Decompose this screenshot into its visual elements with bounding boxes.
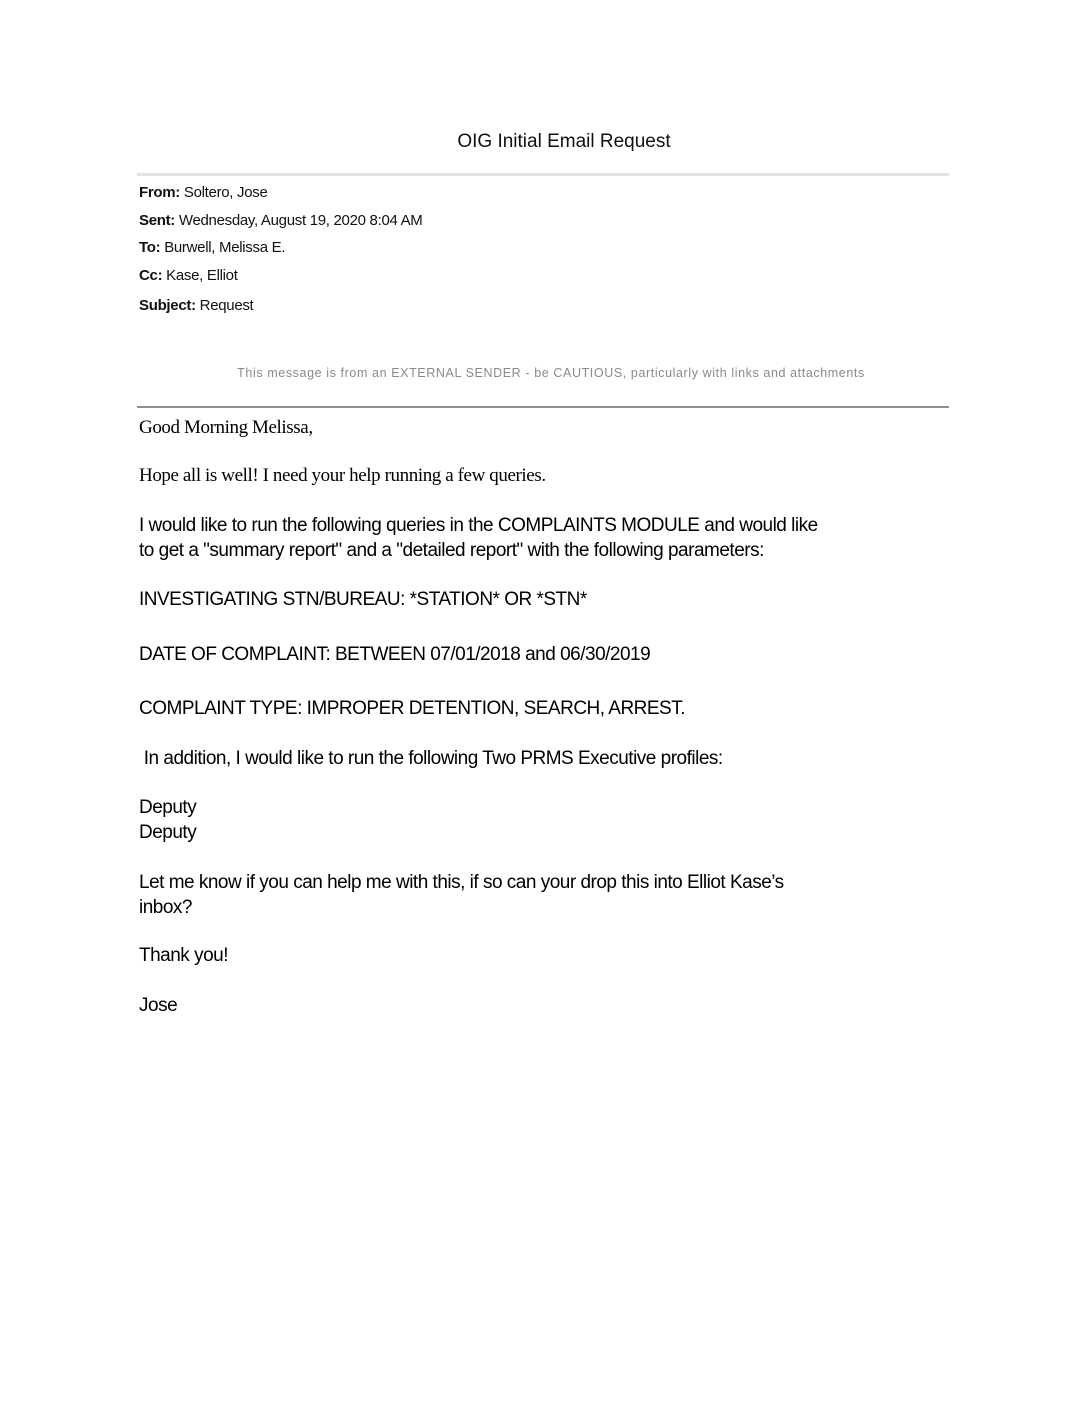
header-label: To: — [139, 239, 161, 256]
greeting: Good Morning Melissa, — [139, 417, 313, 438]
header-value: Request — [199, 297, 254, 314]
intro-line: Hope all is well! I need your help running a few queries. — [139, 465, 546, 486]
header-to — [139, 239, 285, 256]
param-date: DATE OF COMPLAINT: BETWEEN 07/01/2018 and 06/30/2019 — [139, 644, 651, 665]
profile-item: Deputy — [139, 822, 197, 843]
header-from — [139, 184, 268, 201]
header-subject — [139, 297, 253, 314]
param-station: INVESTIGATING STN/BUREAU: *STATION* OR *STN* — [139, 589, 587, 610]
header-sent — [139, 212, 422, 229]
request-line-1: I would like to run the following queries in the COMPLAINTS MODULE and would like — [139, 515, 818, 536]
request-line-2: to get a "summary report" and a "detailed report" with the following parameters: — [139, 540, 764, 561]
header-value: Soltero, Jose — [183, 184, 268, 201]
document-title: OIG Initial Email Request — [457, 131, 671, 152]
addition-line: In addition, I would like to run the following Two PRMS Executive profiles: — [139, 748, 723, 769]
header-cc — [139, 267, 238, 284]
signature: Jose — [139, 995, 178, 1016]
header-value: Burwell, Melissa E. — [164, 239, 286, 256]
param-complaint-type: COMPLAINT TYPE: IMPROPER DETENTION, SEARCH, ARREST. — [139, 698, 686, 719]
header-divider — [137, 173, 949, 176]
header-label: Sent: — [139, 212, 176, 229]
header-label: From: — [139, 184, 180, 201]
header-label: Subject: — [139, 297, 196, 314]
header-label: Cc: — [139, 267, 163, 284]
profile-item: Deputy — [139, 797, 197, 818]
external-sender-warning: This message is from an EXTERNAL SENDER - be CAUTIOUS, particularly with links and attachments — [237, 366, 865, 380]
thanks-line: Thank you! — [139, 945, 228, 966]
header-value: Kase, Elliot — [166, 267, 238, 284]
body-divider — [137, 406, 949, 408]
closing-line-2: inbox? — [139, 897, 192, 918]
closing-line-1: Let me know if you can help me with this, if so can your drop this into Elliot Kase’s — [139, 872, 784, 893]
header-value: Wednesday, August 19, 2020 8:04 AM — [178, 212, 423, 229]
